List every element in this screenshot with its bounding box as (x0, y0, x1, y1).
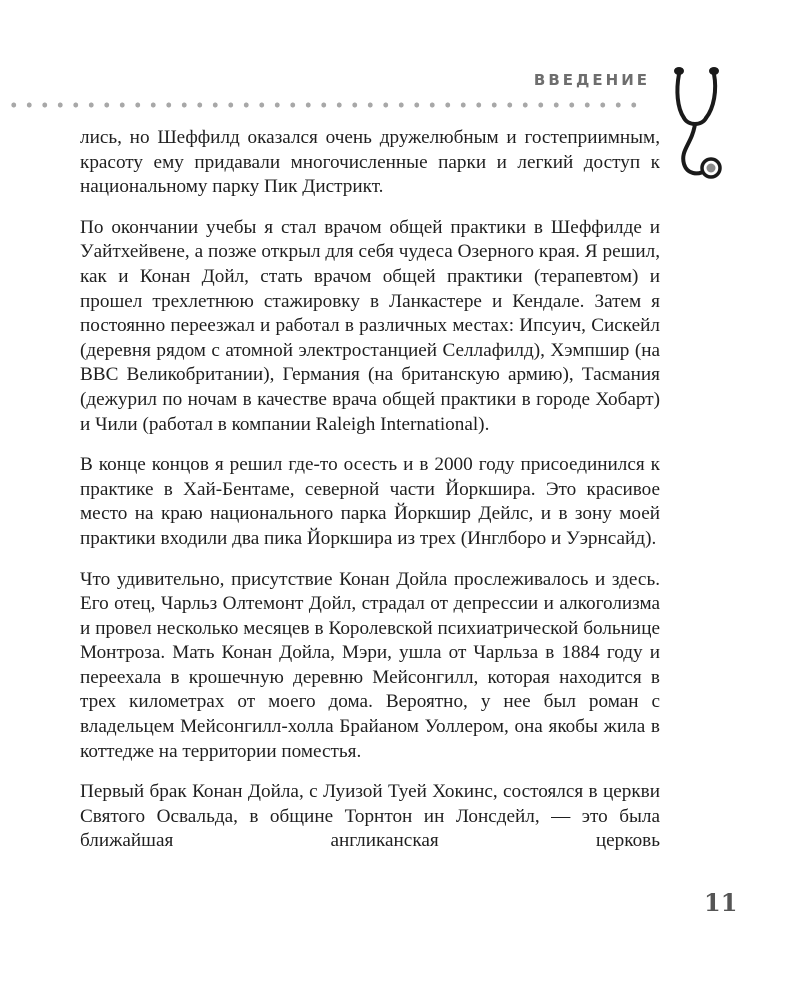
section-title: введение (533, 66, 650, 91)
body-text (80, 126, 660, 854)
paragraph-3: В конце концов я решил где-то осесть и в 2000 году присоединился к практике в Хай-Бентаме, северной части Йоркшира. Это красивое место на краю национального парка Йоркшир Дейлс, и в зону моей практики входили два пика Йоркшира из трех (Инглборо и Уэрнсайд). (80, 454, 660, 549)
paragraph-5: Первый брак Конан Дойла, с Луизой Туей Хокинс, состоялся в церкви Святого Освальда, в общине Торнтон ин Лонсдейл, — это была ближайшая англиканская церковь (80, 781, 660, 852)
page-number: 11 (704, 888, 738, 917)
paragraph-4: Что удивительно, присутствие Конан Дойла прослеживалось и здесь. Его отец, Чарльз Олтемонт Дойл, страдал от депрессии и алкоголизма и провел несколько месяцев в Королевской психиатрической больнице Монтроза. Мать Конан Дойла, Мэри, ушла от Чарльза в 1884 году и переехала в крошечную деревню Мейсонгилл, которая находится в трех километрах от моего дома. Вероятно, у нее был роман с владельцем Мейсонгилл-холла Брайаном Уоллером, она якобы жила в коттедже на территории поместья. (80, 568, 660, 762)
stethoscope-icon (670, 60, 726, 188)
paragraph-2: По окончании учебы я стал врачом общей практики в Шеффилде и Уайтхейвене, а позже открыл для себя чудеса Озерного края. Я решил, как и Конан Дойл, стать врачом общей практики (терапевтом) и прошел трехлетнюю стажировку в Ланкастере и Кендале. Затем я постоянно переезжал и работал в различных местах: Ипсуич, Сискейл (деревня рядом с атомной электростанцией Селлафилд), Хэмпшир (на BBC Великобритании), Германия (на британскую армию), Тасмания (дежурил по ночам в качестве врача общей практики в городе Хобарт) и Чили (работал в компании Raleigh International). (80, 216, 660, 435)
paragraph-1: лись, но Шеффилд оказался очень дружелюбным и гостеприимным, красоту ему придавали многочисленные парки и легкий доступ к национальному парку Пик Дистрикт. (80, 127, 660, 198)
dotted-rule (6, 101, 646, 109)
